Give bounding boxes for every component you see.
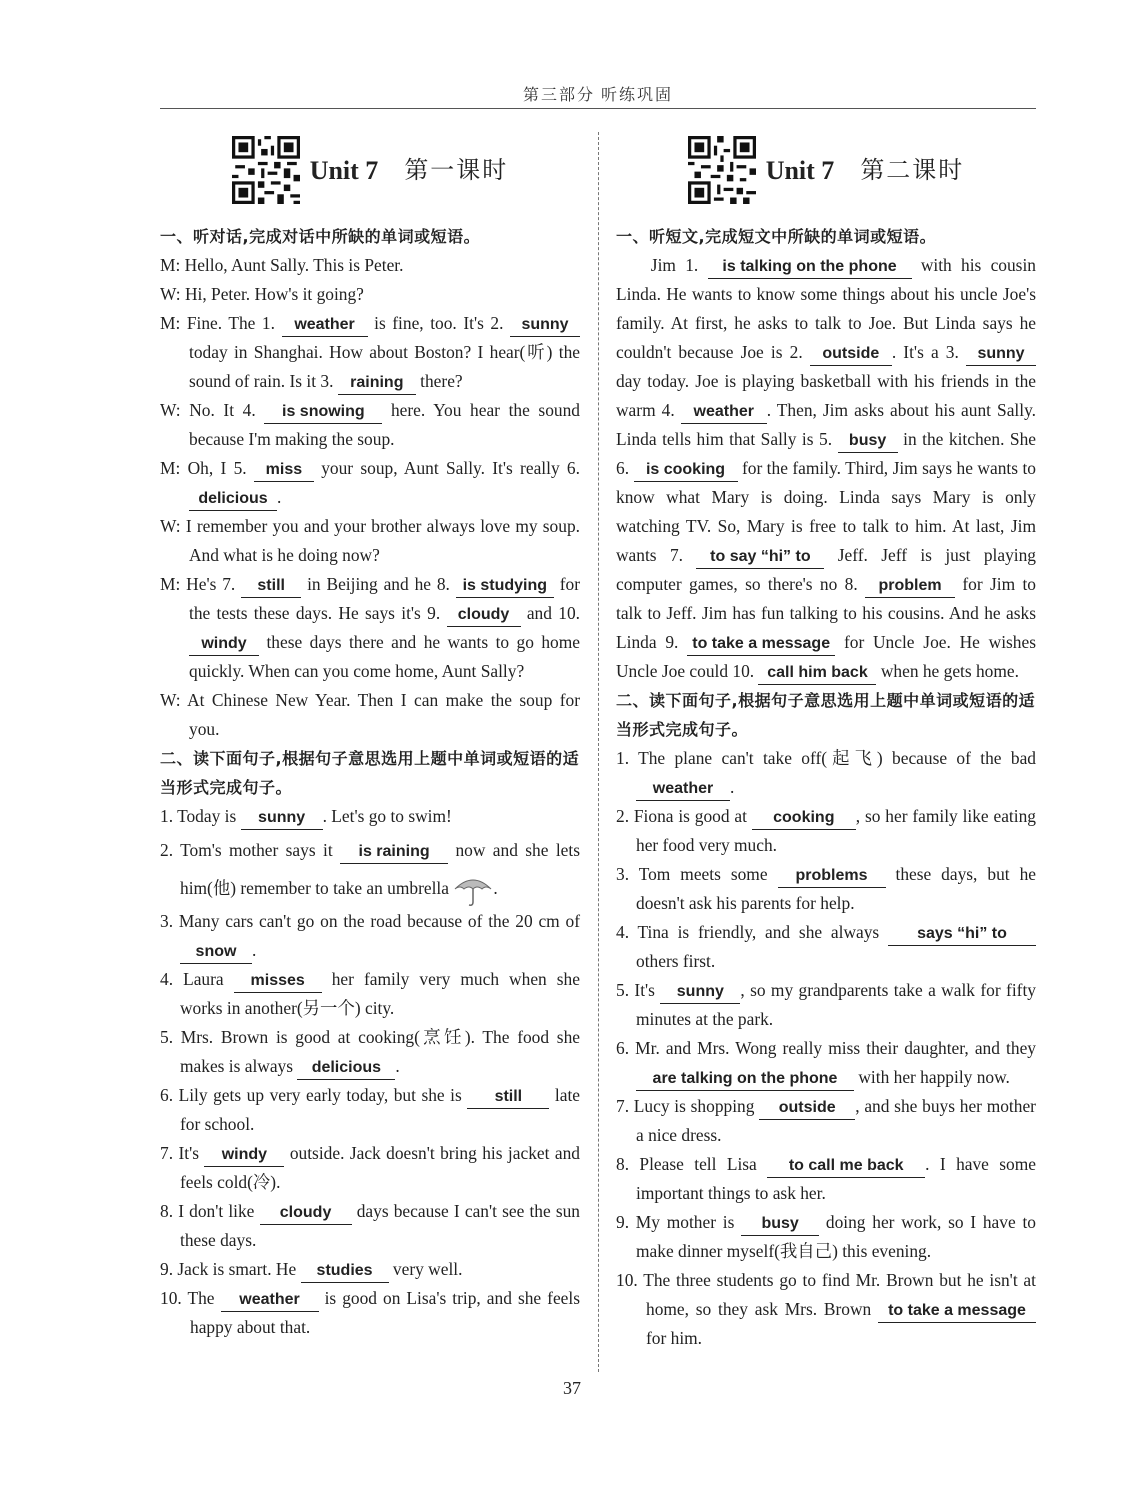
item-text: 5. Mrs. Brown is good at cooking(烹饪). The food she makes is always xyxy=(160,1027,580,1076)
exercise-item xyxy=(616,1208,1036,1266)
dialogue-line xyxy=(160,454,580,512)
right-column xyxy=(616,130,1036,1353)
item-text: her family very much when she works in another(另一个) city. xyxy=(180,969,580,1018)
answer-blank[interactable]: sunny xyxy=(241,807,323,830)
umbrella-icon xyxy=(453,873,493,907)
answer-blank[interactable]: to take a message xyxy=(878,1300,1036,1323)
answer-blank[interactable]: sunny xyxy=(966,343,1036,366)
dialogue-text: . xyxy=(277,487,282,507)
answer-blank[interactable]: delicious xyxy=(297,1057,395,1080)
dialogue-line: W: I remember you and your brother always love my soup. And what is he doing now? xyxy=(160,516,580,565)
item-text: 10. The three students go to find Mr. Brown but he isn't at home, so they ask Mrs. Brown xyxy=(616,1270,1036,1319)
exercise-item xyxy=(616,918,1036,976)
dialogue-line xyxy=(160,570,580,686)
passage-text: Jeff. Jeff is just playing computer games, so there's no 8. xyxy=(616,545,1036,594)
answer-blank[interactable]: still xyxy=(467,1086,549,1109)
header-rule xyxy=(160,108,1036,109)
item-text: 1. The plane can't take off(起飞) because of the bad xyxy=(616,748,1036,768)
answer-blank[interactable]: says “hi” to xyxy=(888,923,1036,946)
lesson-title-left xyxy=(160,130,580,210)
answer-blank[interactable]: sunny xyxy=(660,981,740,1004)
dialogue-text: there? xyxy=(420,371,463,391)
answer-blank[interactable]: weather xyxy=(282,314,368,337)
section-1-heading: 一、听短文,完成短文中所缺的单词或短语。 xyxy=(616,227,937,246)
answer-blank[interactable]: call him back xyxy=(758,662,876,685)
passage-text: when he gets home. xyxy=(880,661,1019,681)
answer-blank[interactable]: delicious xyxy=(189,488,277,511)
passage-text: . It's a 3. xyxy=(891,342,959,362)
exercise-item xyxy=(616,802,1036,860)
exercise-item xyxy=(616,744,1036,802)
answer-blank[interactable]: busy xyxy=(741,1213,819,1236)
answer-blank[interactable]: cloudy xyxy=(260,1202,352,1225)
answer-blank[interactable]: outside xyxy=(759,1097,855,1120)
item-text: 2. Tom's mother says it xyxy=(160,840,333,860)
item-text: 5. It's xyxy=(616,980,655,1000)
answer-blank[interactable]: is studying xyxy=(456,575,554,598)
passage-text: for Uncle Joe. He wishes Uncle Joe could 10. xyxy=(616,632,1036,681)
exercise-item xyxy=(616,1034,1036,1092)
item-text: 9. My mother is xyxy=(616,1212,735,1232)
item-text: 1. Today is xyxy=(160,806,237,826)
dialogue-text: these days there and he wants to go home quickly. When can you come home, Aunt Sally? xyxy=(189,632,580,681)
answer-blank[interactable]: outside xyxy=(810,343,892,366)
page-number: 37 xyxy=(563,1378,581,1398)
passage-text: with his cousin Linda. He wants to know some things about his uncle Joe's family. At first, he asks to talk to Joe. But Linda says he couldn't because Joe is 2. xyxy=(616,255,1036,362)
dialogue-text: in Beijing and he 8. xyxy=(307,574,450,594)
exercise-item xyxy=(160,831,580,907)
dialogue-text: today in Shanghai. How about Boston? I hear(听) the sound of rain. Is it 3. xyxy=(189,342,580,391)
answer-blank[interactable]: cooking xyxy=(752,807,856,830)
answer-blank[interactable]: misses xyxy=(234,970,322,993)
answer-blank[interactable]: sunny xyxy=(510,314,580,337)
item-text: with her happily now. xyxy=(858,1067,1010,1087)
unit-label: Unit 7 xyxy=(765,155,835,185)
item-text: , so her family like eating her food very much. xyxy=(636,806,1036,855)
dialogue-line xyxy=(160,309,580,396)
answer-blank[interactable]: still xyxy=(241,575,301,598)
listening-passage xyxy=(616,251,1036,686)
answer-blank[interactable]: to call me back xyxy=(767,1155,925,1178)
item-text: , and she buys her mother a nice dress. xyxy=(636,1096,1036,1145)
exercise-item xyxy=(160,1023,580,1081)
qr-code-icon[interactable] xyxy=(232,136,300,204)
dialogue-text: W: No. It 4. xyxy=(160,400,256,420)
item-text: 3. Tom meets some xyxy=(616,864,768,884)
item-text: . I have some important things to ask her. xyxy=(636,1154,1036,1203)
passage-text: Jim 1. xyxy=(650,255,699,275)
left-column xyxy=(160,130,580,1342)
dialogue-text: here. You hear the sound because I'm making the soup. xyxy=(189,400,580,449)
answer-blank[interactable]: weather xyxy=(681,401,767,424)
answer-blank[interactable]: is raining xyxy=(340,841,448,864)
answer-blank[interactable]: miss xyxy=(254,459,314,482)
item-text: 4. Laura xyxy=(160,969,224,989)
exercise-item xyxy=(160,1197,580,1255)
exercise-item xyxy=(616,976,1036,1034)
item-text: 2. Fiona is good at xyxy=(616,806,747,826)
item-text: 8. Please tell Lisa xyxy=(616,1154,757,1174)
passage-text: for the family. Third, Jim says he wants to know what Mary is doing. Linda says Mary is only watching TV. So, Mary is free to talk to him. At last, Jim wants 7. xyxy=(616,458,1036,565)
item-text: very well. xyxy=(392,1259,463,1279)
exercise-item xyxy=(616,1266,1036,1353)
dialogue-text: is fine, too. It's 2. xyxy=(374,313,504,333)
exercise-item xyxy=(160,1081,580,1139)
exercise-item xyxy=(160,802,580,831)
answer-blank[interactable]: are talking on the phone xyxy=(636,1068,854,1091)
answer-blank[interactable]: to say “hi” to xyxy=(696,546,824,569)
section-1-heading: 一、听对话,完成对话中所缺的单词或短语。 xyxy=(160,227,481,246)
lesson-label: 第一课时 xyxy=(404,155,509,184)
answer-blank[interactable]: is snowing xyxy=(264,401,382,424)
column-divider xyxy=(598,132,599,1372)
item-text: outside. Jack doesn't bring his jacket and feels cold(冷). xyxy=(180,1143,580,1192)
item-text: 3. Many cars can't go on the road because of the 20 cm of xyxy=(160,911,580,931)
answer-blank[interactable]: weather xyxy=(221,1289,319,1312)
exercise-item xyxy=(160,1255,580,1284)
item-text: , so my grandparents take a walk for fifty minutes at the park. xyxy=(636,980,1036,1029)
answer-blank[interactable]: is cooking xyxy=(634,459,738,482)
dialogue-line: W: At Chinese New Year. Then I can make the soup for you. xyxy=(160,690,580,739)
item-text: . xyxy=(395,1056,400,1076)
item-text: days because I can't see the sun these days. xyxy=(180,1201,580,1250)
page-header: 第三部分 听练巩固 xyxy=(522,87,673,104)
dialogue-line: M: Hello, Aunt Sally. This is Peter. xyxy=(160,255,404,275)
item-text: 7. Lucy is shopping xyxy=(616,1096,755,1116)
item-text: . xyxy=(493,878,498,898)
item-text: 4. Tina is friendly, and she always xyxy=(616,922,880,942)
item-text: . xyxy=(730,777,735,797)
item-text: is good on Lisa's trip, and she feels happy about that. xyxy=(190,1288,580,1337)
item-text: now and she lets him(他) remember to take an umbrella xyxy=(180,840,580,898)
answer-blank[interactable]: is talking on the phone xyxy=(708,256,912,279)
passage-text: in the kitchen. She 6. xyxy=(616,429,1037,478)
section-2-heading: 二、读下面句子,根据句子意思选用上题中单词或短语的适当形式完成句子。 xyxy=(160,749,580,797)
item-text: these days, but he doesn't ask his parents for help. xyxy=(636,864,1036,913)
answer-blank[interactable]: cloudy xyxy=(447,604,521,627)
exercise-item xyxy=(160,907,580,965)
unit-label: Unit 7 xyxy=(309,155,379,185)
dialogue-text: M: He's 7. xyxy=(160,574,236,594)
exercise-item xyxy=(160,1284,580,1342)
item-text: doing her work, so I have to make dinner myself(我自己) this evening. xyxy=(636,1212,1036,1261)
answer-blank[interactable]: studies xyxy=(301,1260,389,1283)
item-text: 10. The xyxy=(160,1288,215,1308)
dialogue-text: M: Fine. The 1. xyxy=(160,313,275,333)
item-text: 6. Lily gets up very early today, but she is xyxy=(160,1085,462,1105)
item-text: 7. It's xyxy=(160,1143,199,1163)
item-text: late for school. xyxy=(180,1085,580,1134)
lesson-label: 第二课时 xyxy=(860,155,965,184)
dialogue-text: for the tests these days. He says it's 9. xyxy=(189,574,580,623)
item-text: 9. Jack is smart. He xyxy=(160,1259,297,1279)
answer-blank[interactable]: snow xyxy=(180,941,252,964)
dialogue-line: W: Hi, Peter. How's it going? xyxy=(160,284,364,304)
item-text: 8. I don't like xyxy=(160,1201,255,1221)
item-text: . xyxy=(252,940,257,960)
dialogue-text: M: Oh, I 5. xyxy=(160,458,247,478)
answer-blank[interactable]: windy xyxy=(204,1144,284,1167)
item-text: for him. xyxy=(646,1328,703,1348)
exercise-item xyxy=(616,1150,1036,1208)
passage-text: . Then, Jim asks about his aunt Sally. Linda tells him that Sally is 5. xyxy=(616,400,1036,449)
item-text: 6. Mr. and Mrs. Wong really miss their daughter, and they xyxy=(616,1038,1036,1058)
answer-blank[interactable]: problems xyxy=(778,865,886,888)
answer-blank[interactable]: windy xyxy=(189,633,259,656)
lesson-title-right xyxy=(616,130,1036,210)
passage-text: day today. Joe is playing basketball with his friends in the warm 4. xyxy=(616,371,1036,420)
passage-text: for Jim to talk to Jeff. Jim has fun talking to his cousins. And he asks Linda 9. xyxy=(616,574,1036,652)
section-2-heading: 二、读下面句子,根据句子意思选用上题中单词或短语的适当形式完成句子。 xyxy=(616,691,1036,739)
exercise-item xyxy=(616,860,1036,918)
exercise-item xyxy=(616,1092,1036,1150)
answer-blank[interactable]: problem xyxy=(865,575,955,598)
answer-blank[interactable]: raining xyxy=(338,372,416,395)
exercise-item xyxy=(160,965,580,1023)
item-text: . Let's go to swim! xyxy=(322,806,452,826)
dialogue-text: and 10. xyxy=(526,603,580,623)
exercise-item xyxy=(160,1139,580,1197)
qr-code-icon[interactable] xyxy=(688,136,756,204)
item-text: others first. xyxy=(636,951,716,971)
answer-blank[interactable]: to take a message xyxy=(687,633,835,656)
dialogue-line xyxy=(160,396,580,454)
answer-blank[interactable]: weather xyxy=(636,778,730,801)
answer-blank[interactable]: busy xyxy=(838,430,898,453)
dialogue-text: your soup, Aunt Sally. It's really 6. xyxy=(321,458,580,478)
